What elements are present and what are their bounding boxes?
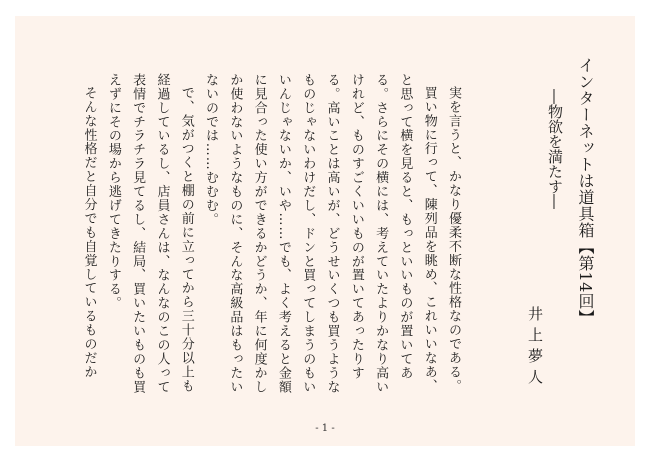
page-number: - 1 - <box>315 423 335 434</box>
author-name: 井上夢人 <box>526 306 544 390</box>
body-paragraph: 実を言うと、かなり優柔不断な性格なのである。 <box>446 86 461 393</box>
article-subtitle: ―物欲を満たす― <box>546 89 564 209</box>
title-block <box>540 57 600 387</box>
article-title: インターネットは道具箱【第14回】 <box>576 57 595 326</box>
body-paragraph: で、気がつくと棚の前に立ってから三十分以上も経過しているし、店員さんは、なんなのこの人って表情でチラチラ見てるし、結局、買いたいものも買えずにその場から逃げてきたりする。 <box>105 73 194 394</box>
body-paragraph: そんな性格だと自分でも自覚しているものだか <box>81 86 97 379</box>
article-body <box>76 73 465 403</box>
manuscript-page <box>15 16 635 446</box>
body-paragraph: 買い物に行って、陳列品を眺め、これいいなあ、と思って横を見ると、もっといいものが置いてある。さらにその横には、考えていたよりかなり高いけれど、ものすごくいいものが置いてあったりする。高いことは高いが、どうせいくつも買うようなものじゃないわけだし、ドンと買ってしまうのもいいんじゃないか、いや……でも、よく考えると金額に見合った使い方ができるかどうか、年に何度かしか使わないようなものに、そんな高級品はもったいないのでは……むむむ。 <box>203 73 437 394</box>
